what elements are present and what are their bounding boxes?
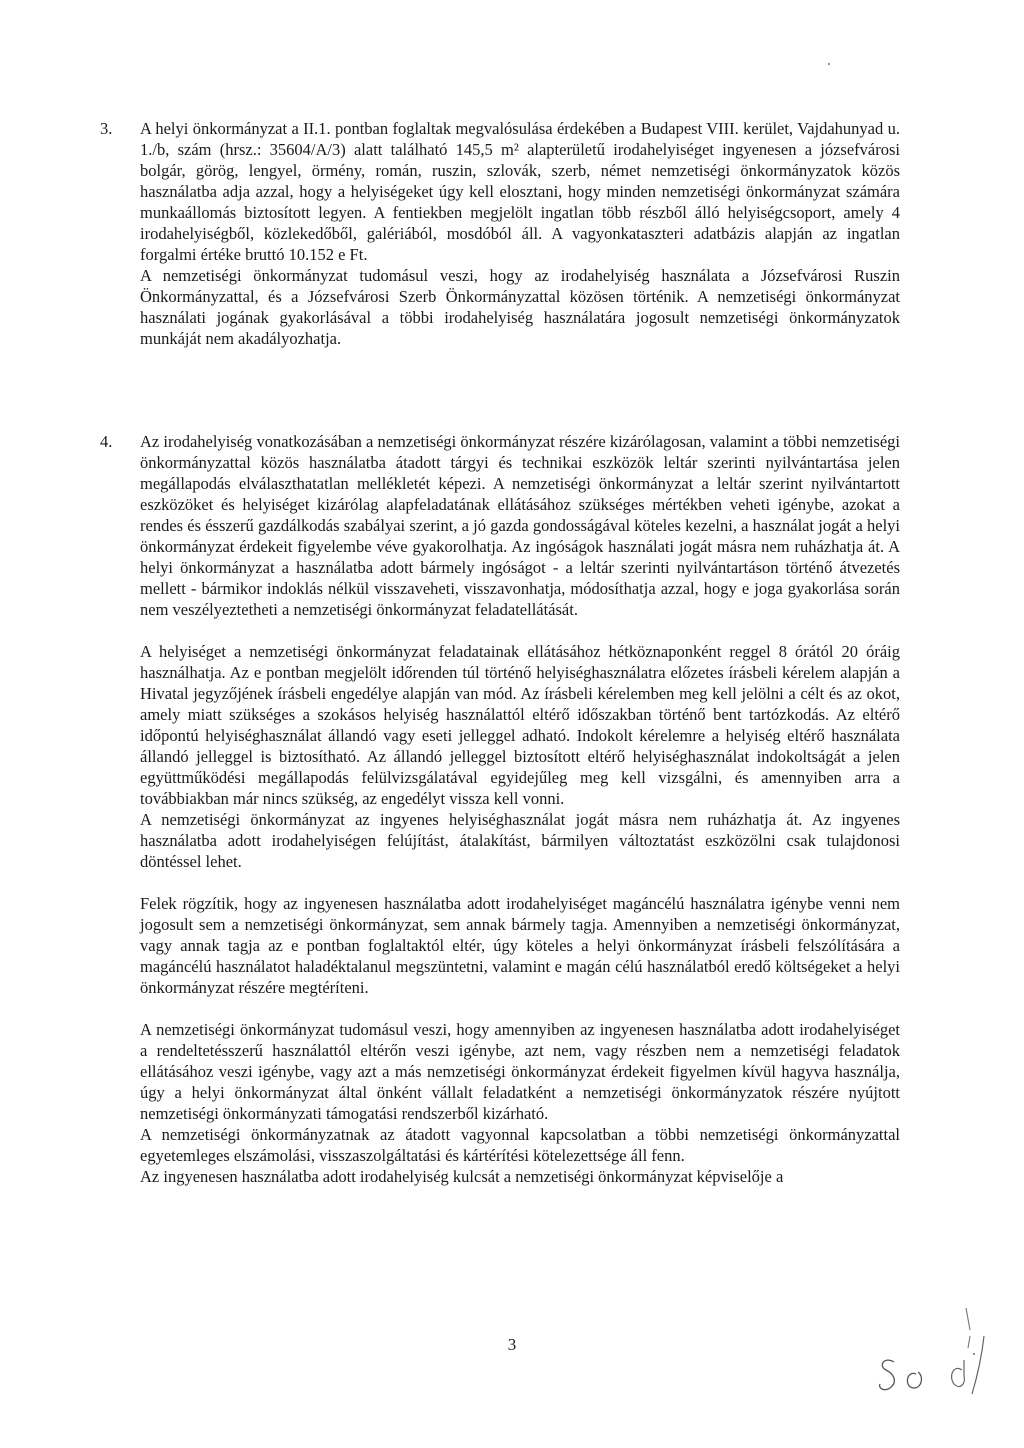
- paragraph-spacer: [140, 620, 900, 641]
- scan-speck: [828, 63, 830, 65]
- paragraph: Az ingyenesen használatba adott irodahelyiség kulcsát a nemzetiségi önkormányzat képviselője a: [140, 1167, 784, 1186]
- paragraph: A helyi önkormányzat a II.1. pontban foglaltak megvalósulása érdekében a Budapest VIII. kerület, Vajdahunyad u. 1./b, szám (hrsz.: 35604/A/3) alatt található 145,5 m² alapterületű irodahelyiséget ingyenesen a józsefvárosi bolgár, görög, lengyel, örmény, román, ruszin, szlovák, szerb, német nemzetiségi önkormányzatok közös használatba adja azzal, hogy a helyiségeket úgy kell elosztani, hogy minden nemzetiségi önkormányzat számára munkaállomás biztosított legyen. A fentiekben megjelölt ingatlan több részből álló helyiségcsoport, amely 4 irodahelyiségből, közlekedőből, galériából, mosdóból áll. A vagyonkataszteri adatbázis alapján az ingatlan forgalmi értéke bruttó 10.152 e Ft.: [140, 119, 900, 264]
- paragraph: A nemzetiségi önkormányzat az ingyenes helyiséghasználat jogát másra nem ruházhatja át. Az ingyenes használatba adott irodahelyiségen felújítást, átalakítást, bármilyen változtatást eszközölni csak tulajdonosi döntéssel lehet.: [140, 810, 900, 871]
- paragraph: A nemzetiségi önkormányzatnak az átadott vagyonnal kapcsolatban a többi nemzetiségi önkormányzattal egyetemleges elszámolási, visszaszolgáltatási és kártérítési kötelezettsége áll fenn.: [140, 1125, 900, 1165]
- signature-initials: [872, 1290, 1002, 1400]
- paragraph: Felek rögzítik, hogy az ingyenesen használatba adott irodahelyiséget magáncélú használatra igénybe venni nem jogosult sem a nemzetiségi önkormányzat, sem annak bármely tagja. Amennyiben a nemzetiségi önkormányzat, vagy annak tagja az e pontban foglaltaktól eltér, úgy köteles a helyi önkormányzat írásbeli felszólítására a magáncélú használatot haladéktalanul megszüntetni, valamint e magán célú használatból eredő költségeket a helyi önkormányzat részére megtéríteni.: [140, 894, 900, 997]
- page-number: 3: [507, 1335, 517, 1354]
- section-number: 4.: [100, 432, 113, 451]
- paragraph: Az irodahelyiség vonatkozásában a nemzetiségi önkormányzat részére kizárólagosan, valamint a többi nemzetiségi önkormányzattal közös használatba átadott tárgyi és technikai eszközök leltár szerinti nyilvántartása jelen megállapodás elválaszthatatlan mellékletét képezi. A nemzetiségi önkormányzat a leltár szerint nyilvántartott eszközöket és helyiséget kizárólag alapfeladatának ellátásához szükséges mértékben veheti igénybe, azokat a rendes és ésszerű gazdálkodás szabályai szerint, a jó gazda gondosságával köteles kezelni, a használat jogát a helyi önkormányzat érdekeit figyelembe véve gyakorolhatja. Az ingóságok használati jogát másra nem ruházhatja át. A helyi önkormányzat a használatba adott bármely ingóságot - a leltár szerinti nyilvántartáson történő átvezetés mellett - bármikor indoklás nélkül visszaveheti, visszavonhatja, módosíthatja azzal, hogy e joga gyakorlása során nem veszélyeztetheti a nemzetiségi önkormányzat feladatellátását.: [140, 432, 900, 619]
- section-4: [100, 431, 900, 1187]
- paragraph-spacer: [140, 998, 900, 1019]
- section-number: 3.: [100, 119, 113, 138]
- section-body: [140, 118, 900, 349]
- paragraph: A helyiséget a nemzetiségi önkormányzat feladatainak ellátásához hétköznaponként reggel 8 órától 20 óráig használhatja. Az e pontban megjelölt időrenden túl történő helyiséghasználatra előzetes írásbeli kérelem alapján a Hivatal jegyzőjének írásbeli engedélye alapján van mód. Az írásbeli kérelemben meg kell jelölni a célt és az okot, amely miatt szükséges a szokásos helyiség használattól eltérő időszakban történő bent tartózkodás. Az eltérő időpontú helyiséghasználat állandó vagy eseti jelleggel adható. Indokolt kérelemre a helyiség eltérő használata állandó jelleggel is biztosítható. Az állandó jelleggel biztosított eltérő helyiséghasználat indokoltságát a jelen együttműködési megállapodás felülvizsgálatával egyidejűleg meg kell vizsgálni, és amennyiben arra a továbbiakban már nincs szükség, az engedélyt vissza kell vonni.: [140, 642, 900, 808]
- section-3: [100, 118, 900, 349]
- paragraph: A nemzetiségi önkormányzat tudomásul veszi, hogy az irodahelyiség használata a Józsefvárosi Ruszin Önkormányzattal, és a Józsefvárosi Szerb Önkormányzattal közösen történik. A nemzetiségi önkormányzat használati jogának gyakorlásával a többi irodahelyiség használatára jogosult nemzetiségi önkormányzatok munkáját nem akadályozhatja.: [140, 266, 900, 348]
- section-body: [140, 431, 900, 1187]
- paragraph: A nemzetiségi önkormányzat tudomásul veszi, hogy amennyiben az ingyenesen használatba adott irodahelyiséget a rendeltetésszerű használattól eltérőn veszi igénybe, azt nem, vagy részben nem a nemzetiségi feladatok ellátásához veszi igénybe, vagy azt a más nemzetiségi önkormányzat érdekeit figyelmen kívül hagyva használja, úgy a helyi önkormányzat által önként vállalt feladatként a nemzetiségi önkormányzatok részére nyújtott nemzetiségi önkormányzati támogatási rendszerből kizárható.: [140, 1020, 900, 1123]
- paragraph-spacer: [140, 872, 900, 893]
